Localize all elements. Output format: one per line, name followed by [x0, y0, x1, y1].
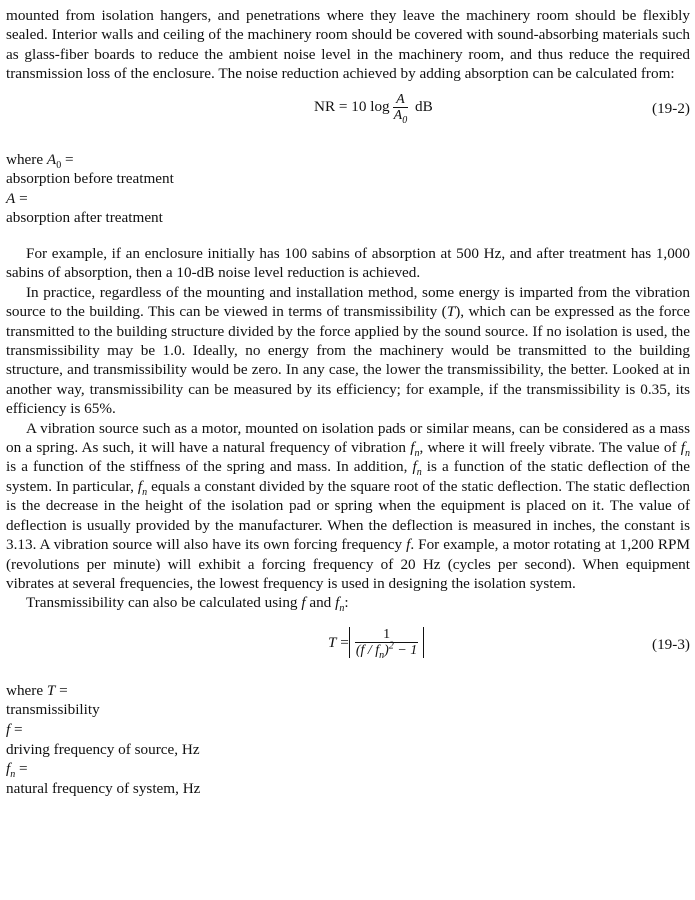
equation-19-3-fraction — [355, 626, 418, 661]
where-block-2 — [6, 681, 690, 799]
equation-19-3-lhs: T = — [328, 633, 349, 651]
equation-19-2 — [6, 92, 690, 136]
where-fn-definition: natural frequency of system, Hz — [6, 779, 201, 797]
where-a0-line: where $A_0$ = — [6, 150, 74, 171]
equation-19-2-lhs: NR = 10 log — [314, 98, 390, 116]
equation-19-3-denominator: $(f / f_n)^2 - 1$ — [355, 640, 418, 661]
paragraph-example: For example, if an enclosure initially has 100 sabins of absorption at 500 Hz, and after treatment has 1,000 sabins of absorption, then a 10-dB noise level reduction is achieved. — [6, 245, 690, 282]
intro-paragraph: mounted from isolation hangers, and penetrations where they leave the machinery room should be flexibly sealed. Interior walls and ceiling of the machinery room should be covered with sound-absorbing materials such as glass-fiber boards to reduce the ambient noise level in the machinery room, and thus reduce the required transmission loss of the enclosure. The noise reduction achieved by adding absorption can be calculated from: — [6, 7, 690, 83]
where-a-definition: absorption after treatment — [6, 209, 163, 227]
equation-19-2-denominator: $A_0$ — [393, 107, 408, 126]
equation-19-2-body — [314, 91, 433, 126]
equation-19-3-numerator: 1 — [383, 626, 391, 642]
equation-19-2-numerator: A — [396, 91, 405, 107]
paragraph-vibration: A vibration source such as a motor, mounted on isolation pads or similar means, can be considered as a mass on a spring. As such, it will have a natural frequency of vibration $f_n$, where it will freely vibrate. The value of $f_n$ is a function of the stiffness of the spring and mass. In addition, $f_n$ is a function of the static deflection of the system. In particular, $f_n$ equals a constant divided by the square root of the static deflection. The static deflection is the decrease in the height of the isolation pad or spring when the equipment is placed on it. The value of deflection is usually provided by the manufacturer. When the deflection is measured in inches, the constant is 3.13. A vibration source will also have its own forcing frequency f. For example, a motor rotating at 1,200 RPM (revolutions per minute) will exhibit a forcing frequency of 20 Hz (cycles per second). When equipment vibrates at several frequencies, the lowest frequency is used in designing the isolation system. — [6, 419, 691, 592]
where-f-definition: driving frequency of source, Hz — [6, 740, 200, 758]
where-a0-definition: absorption before treatment — [6, 170, 174, 188]
equation-19-3-body — [328, 626, 424, 661]
where-fn-line: $f_n$ = — [6, 760, 28, 781]
paragraph-practice: In practice, regardless of the mounting and installation method, some energy is imparted from the vibration source to the building. This can be viewed in terms of transmissibility (T), which can be expressed as the force transmitted to the building structure divided by the force applied by the sound source. If no isolation is used, the transmissibility may be 1.0. Ideally, no energy from the machinery would be transmitted to the building structure, and transmissibility would be zero. In any case, the lower the transmissibility, the better. Looked at in another way, transmissibility can be measured by its efficiency; for example, if the transmissibility is 0.35, its efficiency is 65%. — [6, 283, 690, 418]
equation-19-3-number: (19-3) — [652, 635, 690, 653]
equation-19-2-unit: dB — [411, 98, 433, 116]
equation-19-3-absolute — [349, 626, 424, 661]
where-f-line: f = — [6, 720, 23, 738]
equation-19-3 — [6, 627, 690, 669]
document-page — [6, 6, 690, 798]
where-t-definition: transmissibility — [6, 701, 100, 719]
equation-19-2-number: (19-2) — [652, 99, 690, 117]
where-t-line: where T = — [6, 681, 68, 699]
where-a-line: A = — [6, 189, 28, 207]
where-block-1 — [6, 150, 690, 228]
equation-19-2-fraction — [393, 91, 409, 126]
paragraph-transmissibility: Transmissibility can also be calculated using f and $f_n$: — [26, 594, 349, 615]
